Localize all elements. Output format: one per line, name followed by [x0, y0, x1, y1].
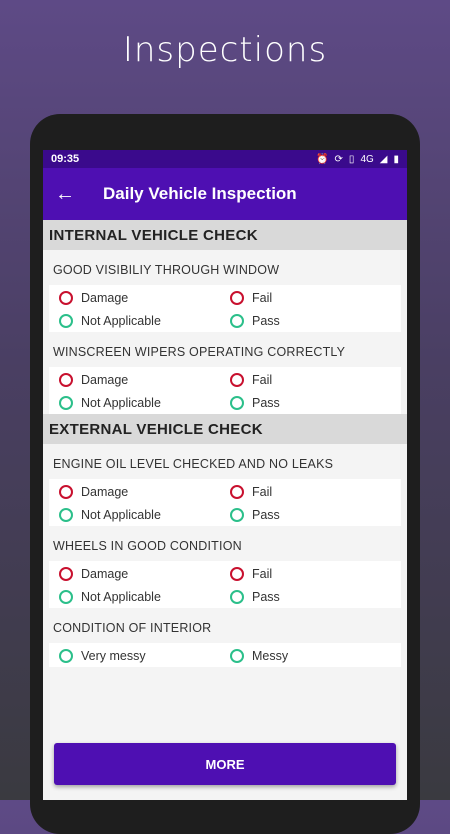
- radio-option[interactable]: [49, 567, 220, 581]
- radio-option[interactable]: [220, 291, 391, 305]
- option-label: Not Applicable: [81, 396, 161, 410]
- radio-button-icon[interactable]: [59, 485, 73, 499]
- radio-option[interactable]: [49, 314, 220, 328]
- radio-option[interactable]: [49, 590, 220, 604]
- section-header: EXTERNAL VEHICLE CHECK: [43, 414, 407, 444]
- options-card: [49, 643, 401, 667]
- radio-button-icon[interactable]: [230, 314, 244, 328]
- radio-option[interactable]: [220, 649, 391, 663]
- radio-button-icon[interactable]: [59, 567, 73, 581]
- question-label: CONDITION OF INTERIOR: [53, 621, 212, 635]
- radio-button-icon[interactable]: [59, 508, 73, 522]
- option-label: Damage: [81, 291, 129, 305]
- radio-option[interactable]: [49, 485, 220, 499]
- radio-option[interactable]: [220, 508, 391, 522]
- option-label: Damage: [81, 373, 129, 387]
- question-label: ENGINE OIL LEVEL CHECKED AND NO LEAKS: [53, 457, 334, 471]
- question-label: WINSCREEN WIPERS OPERATING CORRECTLY: [53, 345, 346, 359]
- promo-title: Inspections: [122, 30, 328, 70]
- battery-icon: ▮: [393, 153, 399, 165]
- radio-option[interactable]: [49, 291, 220, 305]
- sync-icon: ⟳: [334, 153, 343, 165]
- option-label: Damage: [81, 567, 129, 581]
- radio-button-icon[interactable]: [230, 567, 244, 581]
- option-label: Not Applicable: [81, 590, 161, 604]
- radio-option[interactable]: [220, 373, 391, 387]
- radio-option[interactable]: [220, 485, 391, 499]
- option-label: Not Applicable: [81, 314, 161, 328]
- radio-button-icon[interactable]: [230, 291, 244, 305]
- radio-button-icon[interactable]: [230, 590, 244, 604]
- app-bar: [43, 168, 407, 220]
- radio-button-icon[interactable]: [59, 291, 73, 305]
- radio-button-icon[interactable]: [59, 590, 73, 604]
- options-card: [49, 561, 401, 608]
- signal-icon: ◢: [379, 153, 388, 165]
- option-label: Damage: [81, 485, 129, 499]
- radio-button-icon[interactable]: [59, 373, 73, 387]
- radio-button-icon[interactable]: [230, 508, 244, 522]
- app-title: Daily Vehicle Inspection: [103, 184, 297, 203]
- question-label: GOOD VISIBILIY THROUGH WINDOW: [53, 263, 280, 277]
- radio-button-icon[interactable]: [59, 649, 73, 663]
- vibrate-icon: ▯: [348, 153, 355, 165]
- options-card: [49, 367, 401, 414]
- option-label: Messy: [252, 649, 289, 663]
- radio-button-icon[interactable]: [230, 373, 244, 387]
- 4g-icon: 4G: [360, 153, 374, 165]
- status-time: 09:35: [51, 153, 80, 165]
- radio-button-icon[interactable]: [230, 396, 244, 410]
- option-label: Fail: [252, 485, 273, 499]
- alarm-icon: ⏰: [316, 153, 329, 165]
- radio-button-icon[interactable]: [59, 314, 73, 328]
- section-header: INTERNAL VEHICLE CHECK: [43, 220, 407, 250]
- phone-screen: [43, 150, 407, 800]
- option-label: Fail: [252, 373, 273, 387]
- status-bar: [43, 150, 407, 168]
- option-label: Fail: [252, 291, 273, 305]
- option-label: Pass: [252, 314, 280, 328]
- radio-option[interactable]: [49, 373, 220, 387]
- radio-option[interactable]: [220, 396, 391, 410]
- radio-option[interactable]: [220, 590, 391, 604]
- options-card: [49, 285, 401, 332]
- option-label: Not Applicable: [81, 508, 161, 522]
- inspection-list[interactable]: [43, 220, 407, 667]
- radio-button-icon[interactable]: [59, 396, 73, 410]
- back-arrow-icon[interactable]: ←: [55, 182, 75, 205]
- radio-button-icon[interactable]: [230, 485, 244, 499]
- radio-option[interactable]: [49, 649, 220, 663]
- radio-option[interactable]: [49, 396, 220, 410]
- radio-button-icon[interactable]: [230, 649, 244, 663]
- radio-option[interactable]: [49, 508, 220, 522]
- option-label: Pass: [252, 590, 280, 604]
- option-label: Pass: [252, 396, 280, 410]
- option-label: Pass: [252, 508, 280, 522]
- question-label: WHEELS IN GOOD CONDITION: [53, 539, 242, 553]
- radio-option[interactable]: [220, 567, 391, 581]
- option-label: Very messy: [81, 649, 146, 663]
- more-button[interactable]: MORE: [54, 743, 396, 785]
- option-label: Fail: [252, 567, 273, 581]
- radio-option[interactable]: [220, 314, 391, 328]
- options-card: [49, 479, 401, 526]
